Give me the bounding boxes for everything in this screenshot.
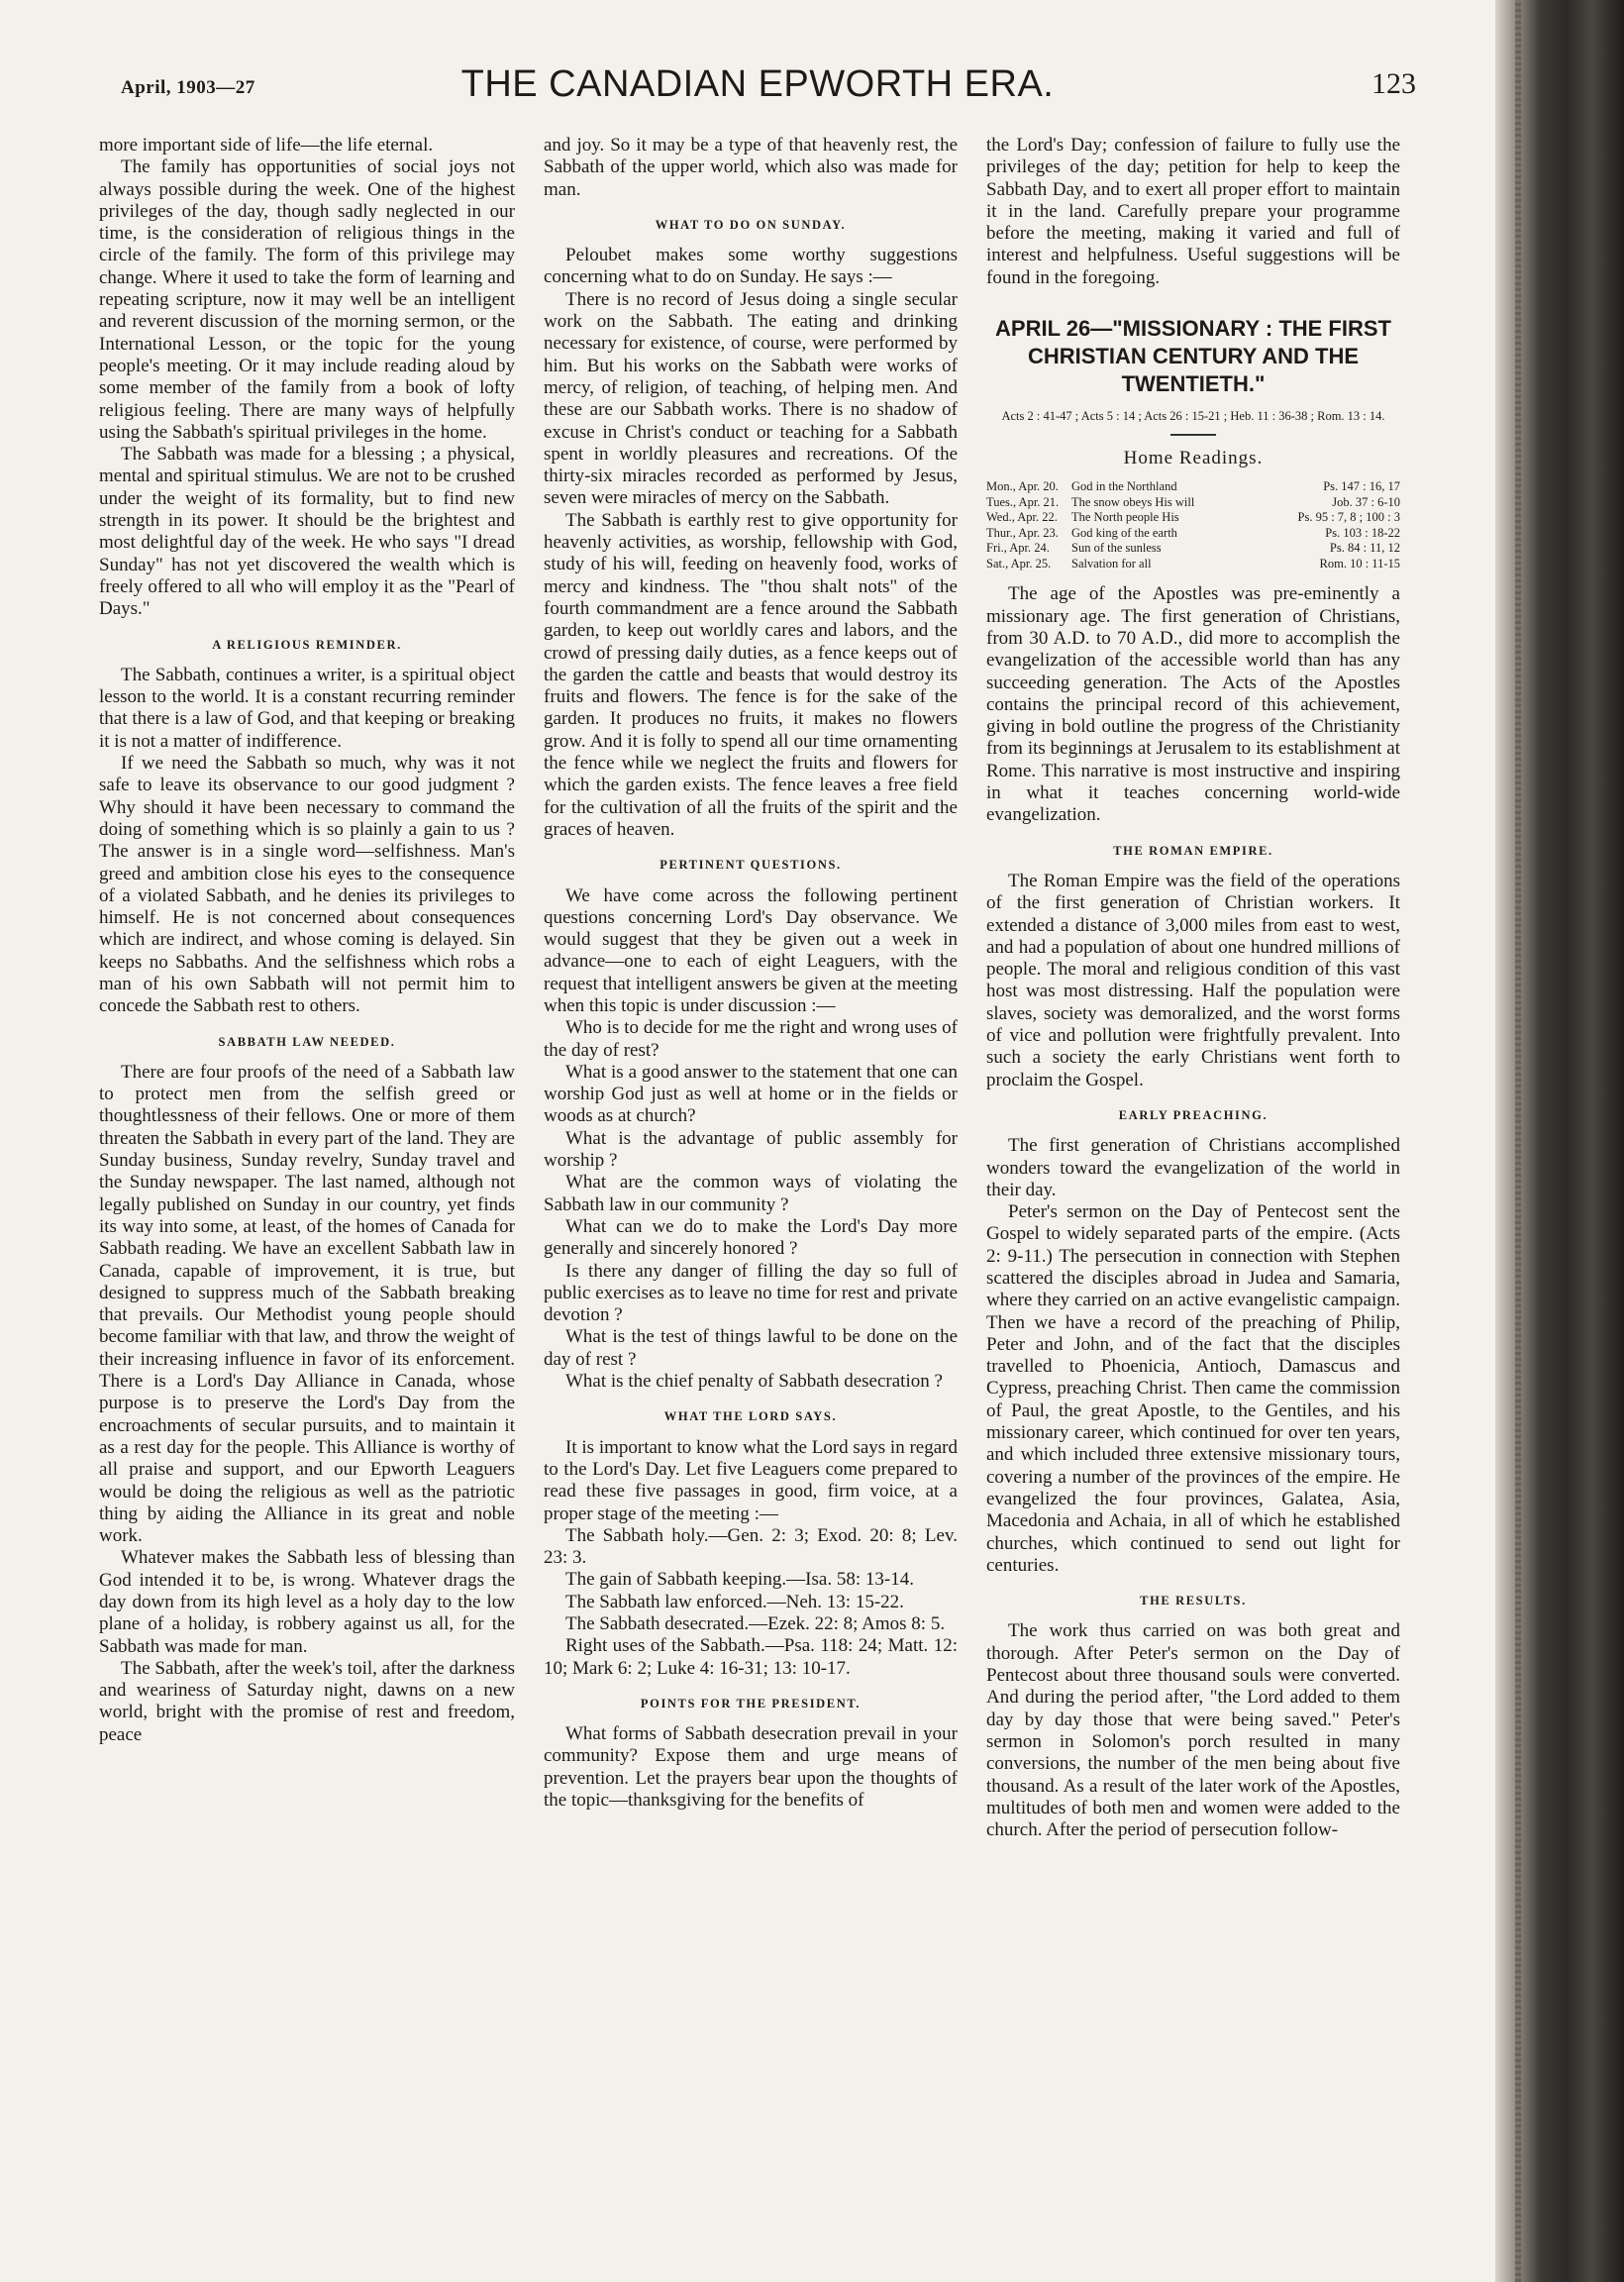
reading-ref: Ps. 147 : 16, 17 xyxy=(1323,479,1400,494)
question: Who is to decide for me the right and wrong uses of the day of rest? xyxy=(544,1017,958,1061)
publication-title: THE CANADIAN EPWORTH ERA. xyxy=(460,63,1055,105)
section-heading: POINTS FOR THE PRESIDENT. xyxy=(640,1696,862,1711)
column-middle xyxy=(544,135,958,2225)
reading-row xyxy=(986,510,1400,526)
home-readings-heading: Home Readings. xyxy=(1123,448,1264,469)
paragraph: more important side of life—the life eternal. xyxy=(99,135,434,156)
reading-row xyxy=(986,495,1400,511)
paragraph: What forms of Sabbath desecration prevail in your community? Expose them and urge means of prevention. Let the prayers bear upon the thoughts of the topic—thanksgiving for the benefits of xyxy=(544,1723,958,1812)
paragraph: The Sabbath was made for a blessing ; a physical, mental and spiritual stimulus. We are not to be crushed under the weight of its formality, but to find new strength in its power. It should be the brightest and most delightful day of the week. He who says "I dread Sunday" has not yet discovered the wealth which is freely offered to all who will employ it as the "Pearl of Days." xyxy=(99,444,515,620)
paragraph: The family has opportunities of social joys not always possible during the week. One of the highest privileges of the day, though sadly neglected in our time, is the consideration of religious things in the circle of the family. The form of this privilege may change. Where it used to take the form of learning and repeating scripture, now it may well be an intelligent and reverent discussion of the morning sermon, or the International Lesson, or the topic for the young people's meeting. Or it may include reading aloud by some member of the family from a book of lofty religious feeling. There are many ways of helpfully using the Sabbath's spiritual privileges in the home. xyxy=(99,156,515,443)
reading-row xyxy=(986,526,1400,542)
paragraph: The work thus carried on was both great and thorough. After Peter's sermon on the Day of Pentecost about three thousand souls were converted. And during the period after, "the Lord added to them day by day those that were being saved." Peter's sermon in Solomon's porch resulted in many conversions, the number of the men being about five thousand. As a result of the later work of the Apostles, multitudes of both men and women were added to the church. After the period of persecution follow- xyxy=(986,1620,1400,1841)
reading-ref: Ps. 84 : 11, 12 xyxy=(1329,541,1400,556)
spacer xyxy=(986,571,1400,583)
section-heading: WHAT TO DO ON SUNDAY. xyxy=(655,217,847,232)
paragraph: The Sabbath, after the week's toil, after the darkness and weariness of Saturday night, dawns on a new world, bright with the promise of rest and freedom, peace xyxy=(99,1657,515,1745)
reading-ref: Ps. 103 : 18-22 xyxy=(1325,525,1400,540)
reading-day: Wed., Apr. 22. xyxy=(986,510,1058,525)
section-heading: THE ROMAN EMPIRE. xyxy=(1113,843,1273,858)
reading-ref: Ps. 95 : 7, 8 ; 100 : 3 xyxy=(1297,510,1400,525)
paragraph: The Sabbath is earthly rest to give opportunity for heavenly activities, as worship, fellowship with God, study of his will, feeding on heavenly food, works of mercy and kindness. The "thou shalt nots" of the fourth commandment are a fence around the Sabbath garden, to keep out worldly cares and labors, and the crowd of pressing daily duties, as a fence keeps out of the garden the cattle and beasts that would destroy its fruits and flowers. The fence is for the sake of the garden. It produces no fruits, it makes no flowers grow. And it is folly to spend all our time ornamenting the fence while we neglect the fruits and flowers for which the garden exists. The fence leaves a free field for the cultivation of all the fruits of the spirit and the graces of heaven. xyxy=(544,509,958,840)
question: What is the chief penalty of Sabbath desecration ? xyxy=(565,1371,943,1393)
section-heading: PERTINENT QUESTIONS. xyxy=(660,858,842,873)
reading-day: Fri., Apr. 24. xyxy=(986,541,1050,556)
reading-row xyxy=(986,479,1400,495)
paragraph: The Roman Empire was the field of the operations of the first generation of Christian workers. It extended a distance of 3,000 miles from east to west, and had a population of about one hundred millions of people. The moral and religious condition of this vast host was most distressing. Half the population were slaves, society was demoralized, and the worst forms of vice and pollution were frightfully prevalent. Into such a society the early Christians went forth to proclaim the Gospel. xyxy=(986,870,1400,1090)
section-heading: EARLY PREACHING. xyxy=(1118,1107,1269,1122)
paragraph: Peloubet makes some worthy suggestions concerning what to do on Sunday. He says :— xyxy=(544,245,958,288)
reading-title: Salvation for all xyxy=(1071,556,1152,570)
reading-title: God king of the earth xyxy=(1071,525,1177,540)
scripture-reference: Right uses of the Sabbath.—Psa. 118: 24; Matt. 12: 10; Mark 6: 2; Luke 4: 16-31; 13: 10-17. xyxy=(544,1635,958,1679)
lesson-scripture: Acts 2 : 41-47 ; Acts 5 : 14 ; Acts 26 : 15-21 ; Heb. 11 : 36-38 ; Rom. 13 : 14. xyxy=(1001,409,1385,424)
reading-ref: Rom. 10 : 11-15 xyxy=(1319,556,1400,570)
question: What is the advantage of public assembly for worship ? xyxy=(544,1127,958,1172)
section-heading: THE RESULTS. xyxy=(1140,1594,1247,1608)
paragraph: We have come across the following pertinent questions concerning Lord's Day observance. We would suggest that they be given out a week in advance—one to each of eight Leaguers, with the request that intelligent answers be given at the meeting when this topic is under discussion :— xyxy=(544,884,958,1016)
divider xyxy=(1170,434,1216,436)
paragraph: There are four proofs of the need of a Sabbath law to protect men from the selfish greed or thoughtlessness of their fellows. One or more of them threaten the Sabbath in every part of the land. They are Sunday business, Sunday revelry, Sunday travel and the Sunday newspaper. The last named, although not legally published on Sunday in our country, yet finds its way into some, at least, of the homes of Canada for Sabbath reading. We have an excellent Sabbath law in Canada, capable of improvement, it is true, but designed to suppress much of the Sabbath breaking that prevails. Our Methodist young people should become familiar with that law, and throw the weight of their increasing influence in favor of its enforcement. There is a Lord's Day Alliance in Canada, whose purpose is to preserve the Lord's Day from the encroachments of secular pursuits, and to maintain it as a rest day for the people. This Alliance is worthy of all praise and support, and our Epworth Leaguers would be doing the religious as well as the patriotic thing by aiding the Alliance in its great and noble work. xyxy=(99,1061,515,1547)
reading-ref: Job. 37 : 6-10 xyxy=(1332,494,1400,509)
section-heading: A RELIGIOUS REMINDER. xyxy=(212,637,402,652)
question: What is the test of things lawful to be done on the day of rest ? xyxy=(544,1326,958,1370)
paragraph: The first generation of Christians accomplished wonders toward the evangelization of the world in their day. xyxy=(986,1135,1400,1200)
paragraph: The age of the Apostles was pre-eminently a missionary age. The first generation of Christians, from 30 A.D. to 70 A.D., did more to accomplish the evangelization of the accessible world than has any succeeding generation. The Acts of the Apostles contains the principal record of this achievement, giving in bold outline the progress of the Christianity from its beginnings at Jerusalem to its establishment at Rome. This narrative is most instructive and inspiring in what it teaches concerning world-wide evangelization. xyxy=(986,583,1400,826)
reading-day: Thur., Apr. 23. xyxy=(986,525,1059,540)
page-header xyxy=(99,63,1416,113)
paragraph: It is important to know what the Lord says in regard to the Lord's Day. Let five Leaguers come prepared to read these five passages in good, firm voice, at a proper stage of the meeting :— xyxy=(544,1436,958,1524)
scripture-reference: The Sabbath law enforced.—Neh. 13: 15-22. xyxy=(565,1591,904,1612)
section-heading: SABBATH LAW NEEDED. xyxy=(218,1034,396,1049)
paragraph: the Lord's Day; confession of failure to fully use the privileges of the day; petition for help to keep the Sabbath Day, and to exert all proper effort to maintain it in the land. Carefully prepare your programme before the meeting, making it varied and full of interest and helpfulness. Useful suggestions will be found in the foregoing. xyxy=(986,135,1400,288)
book-spine xyxy=(1495,0,1624,2282)
question: What is a good answer to the statement that one can worship God just as well at home or in the fields or woods as at church? xyxy=(544,1061,958,1127)
paragraph: Whatever makes the Sabbath less of blessing than God intended it to be, is wrong. Whatever drags the day down from its high level as a holy day to the low plane of a holiday, is robbery against us all, for the Sabbath was made for man. xyxy=(99,1547,515,1657)
reading-title: Sun of the sunless xyxy=(1071,541,1162,556)
issue-date: April, 1903—27 xyxy=(121,77,255,98)
paragraph: Peter's sermon on the Day of Pentecost sent the Gospel to widely separated parts of the empire. (Acts 2: 9-11.) The persecution in connection with Stephen scattered the disciples abroad in Judea and Samaria, where they carried on an active evangelistic campaign. Then we have a record of the preaching of Philip, Peter and John, and of the fact that the disciples travelled to Phoenicia, Antioch, Damascus and Cypress, preaching Christ. Then came the commission of Paul, the great Apostle, to the Gentiles, and his missionary career, which continued for over ten years, and which included three extensive missionary tours, covering a number of the provinces of the empire. He evangelized the four provinces, Galatea, Asia, Macedonia and Achaia, in all of which he established churches, which continued to send out light for centuries. xyxy=(986,1201,1400,1576)
column-right xyxy=(986,135,1400,2225)
question: Is there any danger of filling the day so full of public exercises as to leave no time for rest and private devotion ? xyxy=(544,1260,958,1326)
scripture-reference: The Sabbath desecrated.—Ezek. 22: 8; Amos 8: 5. xyxy=(565,1613,946,1634)
reading-title: The North people His xyxy=(1071,510,1179,525)
section-heading: WHAT THE LORD SAYS. xyxy=(663,1409,838,1424)
reading-title: The snow obeys His will xyxy=(1071,494,1195,509)
paragraph: If we need the Sabbath so much, why was it not safe to leave its observance to our good judgment ? Why should it have been necessary to command the doing of something which is so plainly a gain to us ? The answer is in a single word—selfishness. Man's greed and ambition close his eyes to the consequence of a violated Sabbath, and he denies its privileges to himself. He is not concerned about consequences which are indirect, and whose coming is delayed. Sin keeps no Sabbaths. And the selfishness which robs a man of his own Sabbath will not permit him to concede the Sabbath rest to others. xyxy=(99,753,515,1017)
page-number: 123 xyxy=(1371,67,1416,100)
question: What can we do to make the Lord's Day more generally and sincerely honored ? xyxy=(544,1215,958,1260)
lesson-title: APRIL 26—"MISSIONARY : THE FIRST CHRISTIAN CENTURY AND THE TWENTIETH." xyxy=(995,316,1391,397)
paragraph: The Sabbath, continues a writer, is a spiritual object lesson to the world. It is a constant recurring reminder that there is a law of God, and that keeping or breaking it is not a matter of indifference. xyxy=(99,664,515,752)
scripture-reference: The Sabbath holy.—Gen. 2: 3; Exod. 20: 8; Lev. 23: 3. xyxy=(544,1524,958,1569)
reading-row xyxy=(986,557,1400,572)
question: What are the common ways of violating the Sabbath law in our community ? xyxy=(544,1172,958,1215)
reading-row xyxy=(986,541,1400,557)
scripture-reference: The gain of Sabbath keeping.—Isa. 58: 13-14. xyxy=(565,1569,914,1591)
reading-day: Mon., Apr. 20. xyxy=(986,479,1059,494)
reading-title: God in the Northland xyxy=(1071,479,1177,494)
column-left xyxy=(99,135,515,2225)
reading-day: Tues., Apr. 21. xyxy=(986,494,1060,509)
paragraph: There is no record of Jesus doing a single secular work on the Sabbath. The eating and drinking necessary for existence, of course, were performed by him. But his works on the Sabbath were works of mercy, of religion, of teaching, of helping men. And these are our Sabbath works. There is no shadow of excuse in Christ's conduct or teaching for a Sabbath spent in worldly pleasures and recreations. Of the thirty-six miracles recorded as performed by Jesus, seven were miracles of mercy on the Sabbath. xyxy=(544,288,958,509)
paragraph: and joy. So it may be a type of that heavenly rest, the Sabbath of the upper world, which also was made for man. xyxy=(544,135,958,200)
reading-day: Sat., Apr. 25. xyxy=(986,556,1052,570)
